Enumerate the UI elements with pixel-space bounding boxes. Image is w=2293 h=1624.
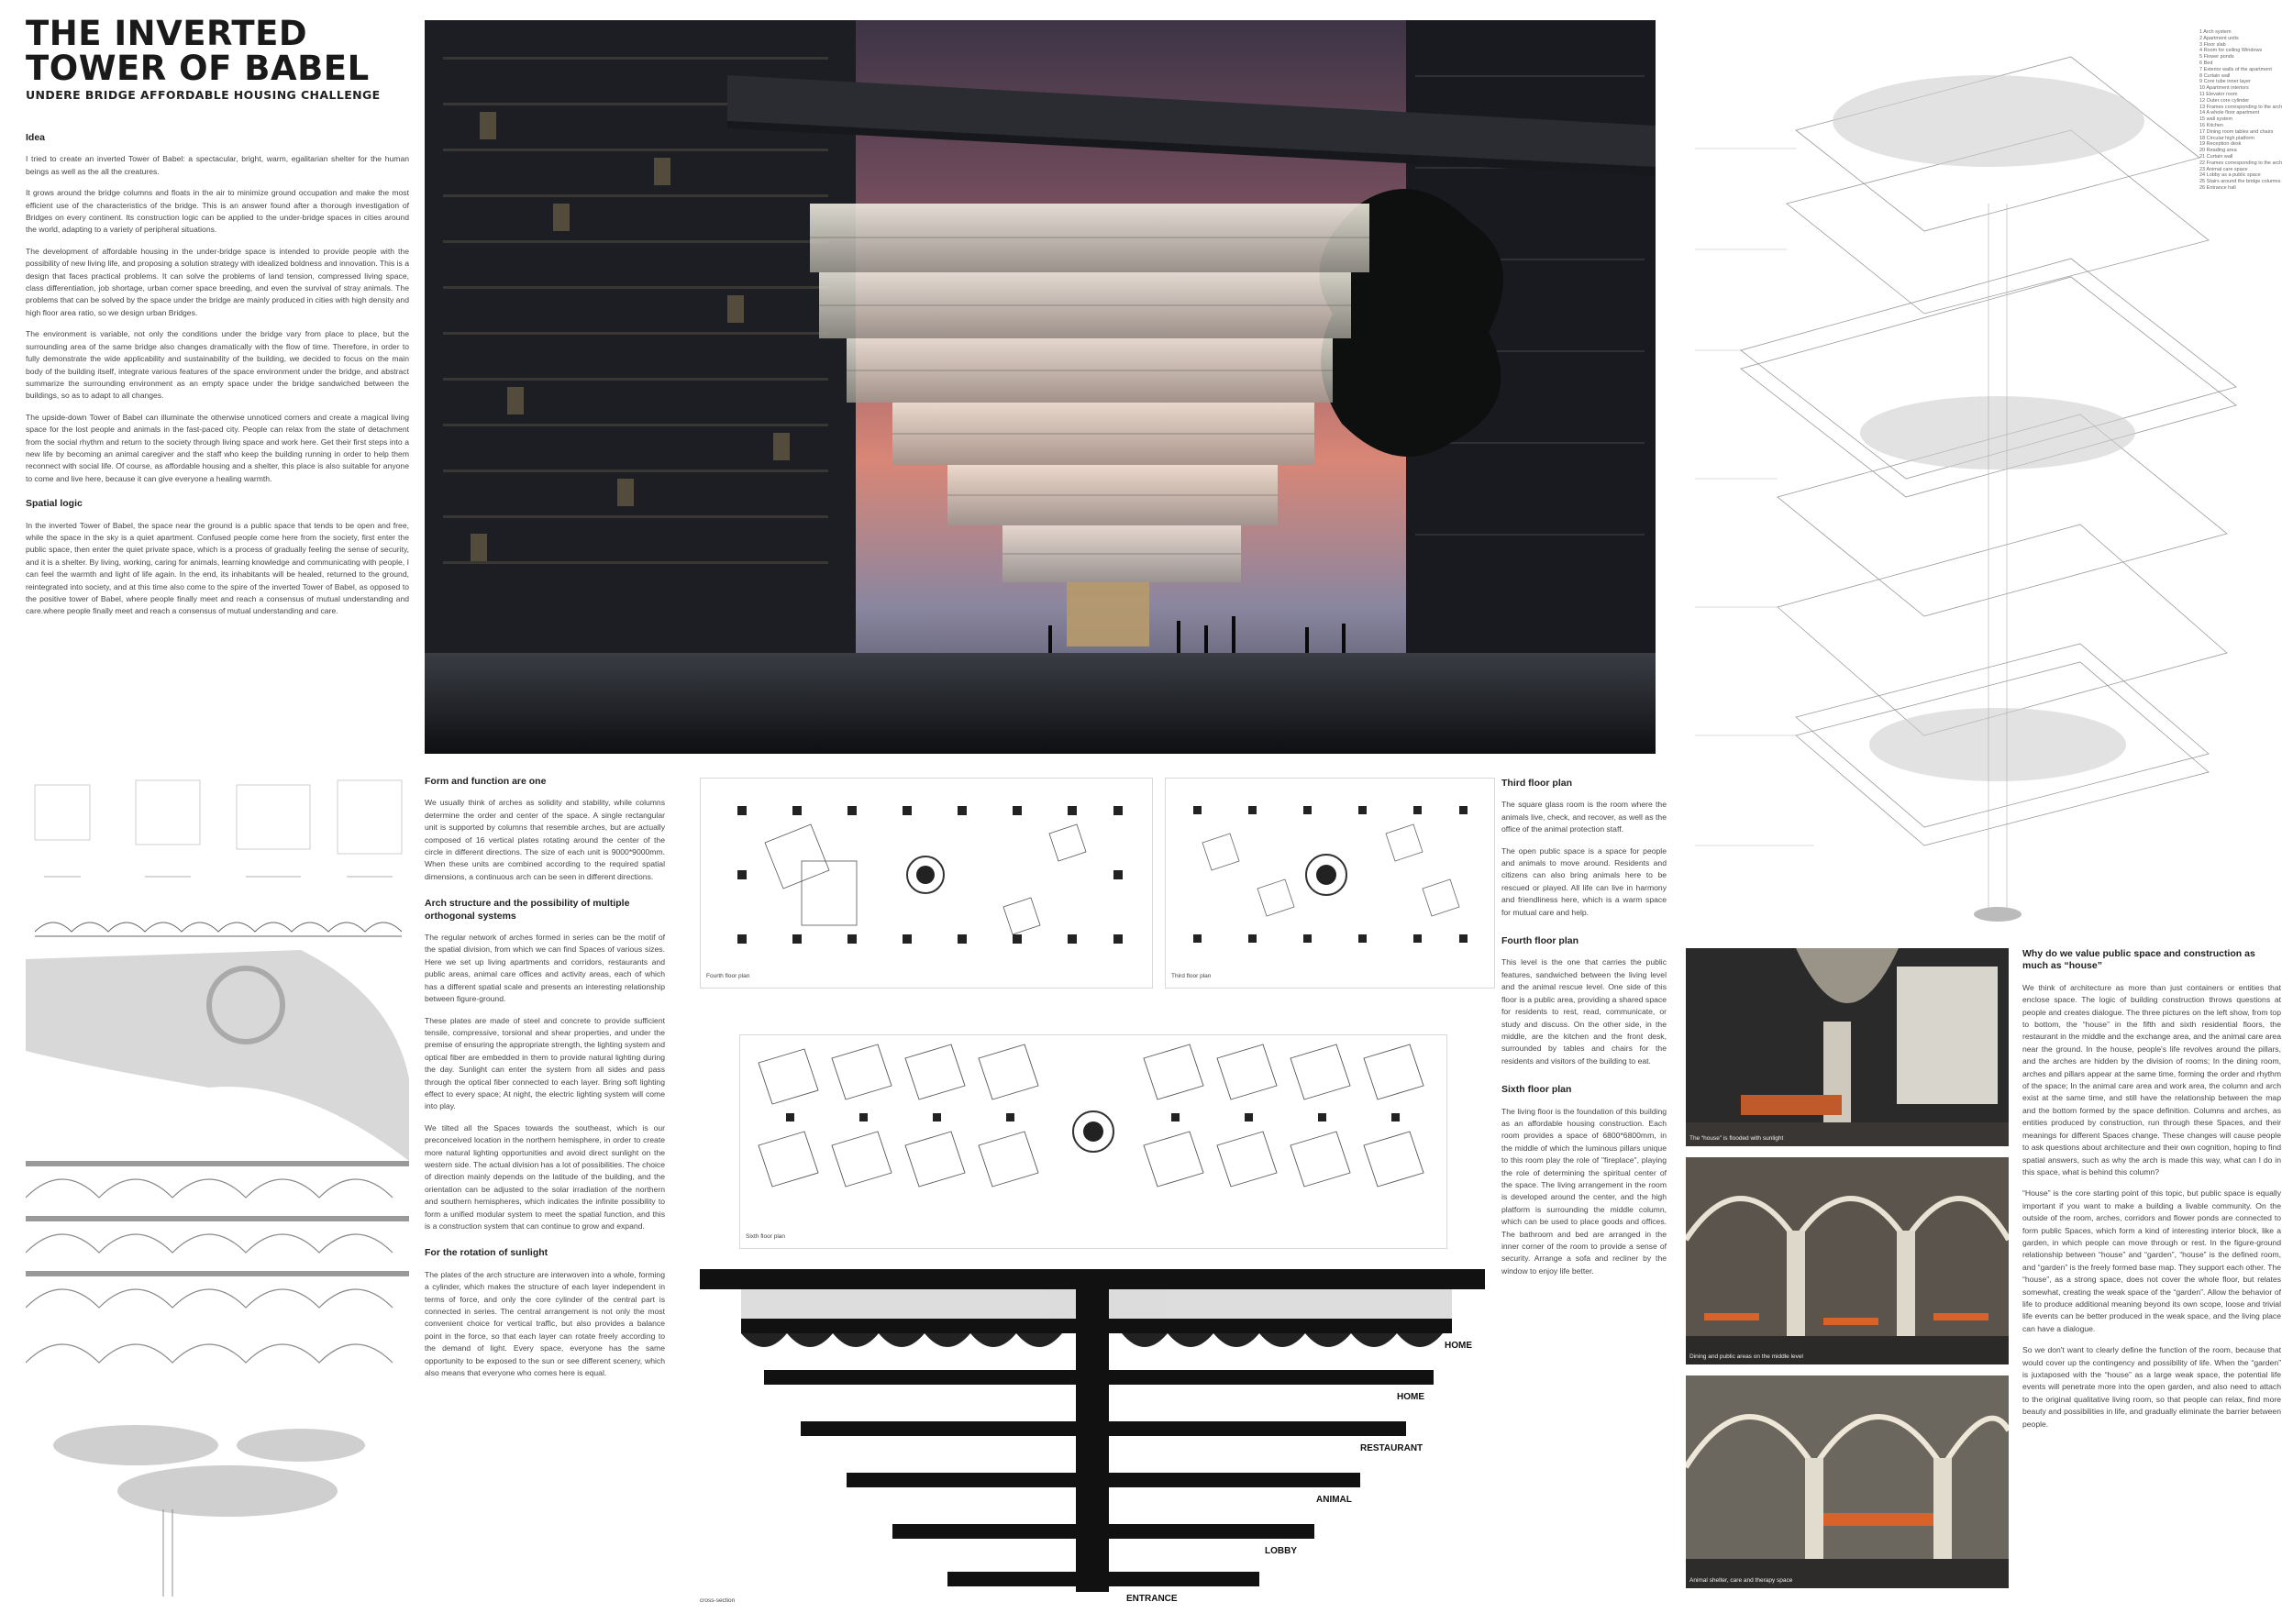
- poster-title: [26, 14, 429, 88]
- house-interior-illustration: [1686, 948, 2009, 1146]
- exploded-axonometric: [1686, 20, 2291, 937]
- idea-heading: Idea: [26, 132, 46, 143]
- why-paragraph: So we don't want to clearly define the function of the room, because that would cover up the contingency and possibility of life. When the “garden” is juxtaposed with the “house” as a large weak space, the potential life events will penetrate more into the open garden, and also need to attach to the original qualitative living room, so that people can relax, find more beauty and possibilities in life, and gradually eliminate the barrier between people.: [2022, 1345, 2281, 1429]
- cross-section-drawing: [700, 1269, 1485, 1592]
- dining-interior-illustration: [1686, 1157, 2009, 1364]
- why-heading: Why do we value public space and construction as much as “house”: [2022, 948, 2255, 972]
- dining-interior-render: [1686, 1157, 2009, 1364]
- idea-paragraph: The upside-down Tower of Babel can illuminate the otherwise unnoticed corners and create a magical living space for the lost people and animals in the fast-paced city. People can relax from the state of detachment from the social rhythm and return to the society through living space and work here. Get their first steps into a new life by becoming an animal caregiver and the staff who keep the building running in order to help them reconnect with social life. Of course, as affordable housing and a shelter, this place is also suitable for anyone to come and live here, because it can give everyone a healing warmth.: [26, 412, 409, 483]
- sixth-floor-paragraph: The living floor is the foundation of this building as an affordable housing construction. Each room provides a space of 6800*6800mm, in the middle of which the luminous pillars unique to this room play the role of "fireplace", playing the role of determining the spiritual center of the space. The living arrangement in the room is developed around the center, and the high platform is surrounding the middle column, which can be used to place goods and offices. The bathroom and bed are arranged in the inner corner of the room to provide a sense of security. Arrange a sofa and recliner by the window to enjoy life better.: [1501, 1106, 1667, 1276]
- fourth-floor-plan-drawing: [701, 779, 1152, 971]
- house-caption: The “house” is flooded with sunlight: [1689, 1135, 1784, 1142]
- axonometric-legend: 1 Arch system 2 Apartment units 3 Floor slab 4 Room for ceiling Windows 5 Flower ponds 6 Bed 7 Exterior walls of the apartment 8 Curtain wall 9 Core tube inner layer 10 Apartment interiors 11 Elevator room 12 Outer core cylinder 13 Frames corresponding to the arch 14 A whole floor apartment 15 wall system 16 Kitchen 17 Dining room tables and chairs 18 Circular high platform 19 Reception desk 20 Reading area 21 Curtain wall 22 Frames corresponding to the arch 23 Animal care space 24 Lobby as a public space 25 Stairs around the bridge columns 26 Entrance hall: [2199, 29, 2283, 191]
- idea-section: [26, 132, 409, 627]
- fourth-floor-heading: Fourth floor plan: [1501, 935, 1579, 947]
- floor-descriptions: [1501, 778, 1667, 1287]
- sixth-floor-plan: [739, 1034, 1447, 1249]
- title-line-1: THE INVERTED: [26, 14, 308, 53]
- dining-caption: Dining and public areas on the middle level: [1689, 1353, 1803, 1360]
- third-floor-plan-drawing: [1166, 779, 1494, 971]
- section-label-lobby: LOBBY: [1265, 1546, 1297, 1556]
- section-label-entrance: ENTRANCE: [1126, 1594, 1178, 1604]
- third-floor-paragraph: The open public space is a space for people and animals to move around. Residents and citizens can also bring animals here to be rescued or played. All life can live in harmony and friendliness here, which is a warm space for mutual care and help.: [1501, 845, 1667, 917]
- arch-paragraph: The regular network of arches formed in series can be the motif of the spatial division, from which we can find Spaces of various sizes. Here we set up living apartments and corridors, restaurants and public areas, animal care offices and activity areas, each of which has a different spatial scale and presents an interesting relationship between figure-ground.: [425, 933, 665, 1004]
- spatial-logic-paragraph: In the inverted Tower of Babel, the space near the ground is a public space that tends to be open and free, while the space in the sky is a quiet apartment. Confused people come here from the society, first enter the public space, then enter the quiet private space, which is a process of gradually feeling the sense of security, and it is a shelter. By living, working, caring for animals, learning knowledge and communicating with people, I can feel the warmth and light of life again. In the end, its inhabitants will be healed, returned to the ground, reintegrated into society, and at this time also come to the spire of the inverted Tower of Babel, as opposed to the positive tower of Babel, where people finally meet and reach a consensus of mutual understanding and care.where people finally meet and reach a consensus of mutual understanding and care.: [26, 520, 409, 616]
- third-floor-paragraph: The square glass room is the room where the animals live, check, and recover, as well as the office of the animal protection staff.: [1501, 800, 1667, 834]
- fourth-floor-plan-label: Fourth floor plan: [706, 973, 750, 979]
- section-label-restaurant: RESTAURANT: [1360, 1443, 1423, 1453]
- animal-caption: Animal shelter, care and therapy space: [1689, 1577, 1793, 1584]
- animal-area-render: [1686, 1375, 2009, 1588]
- spatial-logic-heading: Spatial logic: [26, 498, 83, 510]
- arch-heading: Arch structure and the possibility of multiple orthogonal systems: [425, 898, 630, 922]
- arch-paragraph: These plates are made of steel and concrete to provide sufficient tensile, compressive, torsional and shear properties, and under the premise of ensuring the appropriate strength, the lighting system and optical fiber are embedded in them to provide natural lighting during the day. Sunlight can enter the system from all sides and pass through the optical fiber connected to each layer. Bring soft lighting effect to every space; At night, the electric lighting system will come into play.: [425, 1015, 665, 1111]
- poster-subtitle: UNDERE BRIDGE AFFORDABLE HOUSING CHALLENGE: [26, 88, 381, 102]
- form-paragraph: We usually think of arches as solidity and stability, while columns determine the order and center of the space. A single rectangular unit is supported by columns that resemble arches, but are actually composed of 16 vertical plates rotating around the center of the circle in different directions. The size of each unit is 9000*9000mm. When these units are combined according to the required spatial dimensions, a continuous arch can be seen in different directions.: [425, 798, 665, 881]
- sixth-floor-plan-label: Sixth floor plan: [746, 1233, 785, 1240]
- sixth-floor-plan-drawing: [740, 1035, 1446, 1232]
- hero-render: [425, 20, 1656, 754]
- fourth-floor-plan: [700, 778, 1153, 989]
- arch-diagrams: [26, 776, 409, 1606]
- section-label-animal: ANIMAL: [1316, 1495, 1352, 1505]
- house-interior-render: [1686, 948, 2009, 1146]
- cross-section-label: cross-section: [700, 1597, 736, 1604]
- idea-paragraph: The development of affordable housing in the under-bridge space is intended to provide people with the possibility of new living life, and proposing a solution strategy with idealized boldness and innovation. This is a design that faces practical problems. It can solve the problems of land tension, compressed living space, class differentiation, job shortage, urban corner space breeding, and even the survival of stray animals. The problems that can be solved by the space under the bridge are mainly produced in cities with high density and high floor area ratio, so we design urban Bridges.: [26, 246, 409, 317]
- section-label-home: HOME: [1397, 1392, 1424, 1402]
- public-space-text: [2022, 948, 2281, 1440]
- idea-paragraph: I tried to create an inverted Tower of Babel: a spectacular, bright, warm, egalitarian shelter for the human beings as well as the all the creatures.: [26, 154, 409, 176]
- hero-render-illustration: [425, 20, 1656, 754]
- idea-paragraph: The environment is variable, not only the conditions under the bridge vary from place to place, but the surrounding area of the same bridge also changes dramatically with the flow of time. Therefore, in order to fully demonstrate the wide applicability and sustainability of the building, we decided to focus on the main body of the building itself, integrate various features of the space environment under the bridge, and abstract summarize the surrounding environment as an empty space under the bridge sandwiched between the buildings, so as to adapt to all changes.: [26, 329, 409, 401]
- sixth-floor-heading: Sixth floor plan: [1501, 1084, 1572, 1096]
- third-floor-plan-label: Third floor plan: [1171, 973, 1212, 979]
- section-label-home: HOME: [1445, 1341, 1472, 1351]
- third-floor-heading: Third floor plan: [1501, 778, 1572, 789]
- why-paragraph: We think of architecture as more than just containers or entities that enclose space. The logic of building construction throws questions at people and creates dialogue. The three pictures on the left show, from top to bottom, the “house” in the fifth and sixth residential floors, the restaurant in the middle and the exchange area, and the animal care area near the ground. In the house, people's life revolves around the pillars, and the arches are hidden by the division of rooms; In the dining room, arches and pillars appear at the same time, forming the order and rhythm of the space; In the animal care area and work area, the column and arch exist at the same time, and still have the relationship between the map and the bottom formed by the space definition. Columns and arches, as entities produced by construction, run through these Spaces, and their meanings for different Spaces change. These changes will cause people to ask questions about architecture and their own cognition, hoping to find spatial answers, such as why the arch is made this way, what can I do in this space, what is behind this column?: [2022, 982, 2281, 1177]
- cross-section: [700, 1269, 1485, 1608]
- arch-diagram-illustration: [26, 776, 409, 1606]
- why-paragraph: “House” is the core starting point of this topic, but public space is equally important if you want to make a building a livable community. On the outside of the room, arches, corridors and flower ponds are connected to form public Spaces, which form a kind of interesting interior block, like a garden, in which people can move through or rest. In the figure-ground relationship between “house” and “garden”, “house” is the defined room, and “garden” is the freely formed base map. They support each other. The “house”, as a strong space, does not cover the whole floor, but relates somewhat, creating the weak space of the “garden”. Allow the behavior of life to produce additional meaning beyond its own scope, loose and trivial life events can be better produced in the weak space, and the living place can have a dialogue.: [2022, 1188, 2281, 1333]
- title-line-2: TOWER OF BABEL: [26, 49, 370, 88]
- idea-paragraph: It grows around the bridge columns and floats in the air to minimize ground occupation and make the most efficient use of the characteristics of the bridge. This is an answer found after a thorough investigation of Bridges on every continent. Its construction logic can be applied to the under-bridge spaces in cities around the world, adapting to a variety of peripheral situations.: [26, 188, 409, 235]
- third-floor-plan: [1165, 778, 1495, 989]
- rotation-heading: For the rotation of sunlight: [425, 1247, 548, 1259]
- form-heading: Form and function are one: [425, 776, 547, 787]
- animal-area-illustration: [1686, 1375, 2009, 1588]
- construction-text: [425, 776, 665, 1388]
- fourth-floor-paragraph: This level is the one that carries the public features, sandwiched between the living level and the animal rescue level. One side of this floor is a public area, providing a shared space for residents to rest, read, communicate, or study and discuss. On the other side, in the middle, are the kitchen and the front desk, surrounded by tables and chairs for the residents and visitors of the building to eat.: [1501, 957, 1667, 1066]
- arch-paragraph: We tilted all the Spaces towards the southeast, which is our preconceived location in the northern hemisphere, in order to create more natural lighting opportunities and avoid direct sunlight on the western side. The actual division has a lot of possibilities. The choice of direction mainly depends on the latitude of the building, and the orientation can be adjusted to the solar irradiation of the northern and southern hemispheres, which indicates the infinite possibility to form a unified modular system to meet the spatial function, and this is a construction system that can continue to grow and expand.: [425, 1122, 665, 1231]
- rotation-paragraph: The plates of the arch structure are interwoven into a whole, forming a cylinder, which makes the structure of each layer independent in terms of force, and only the core cylinder of the central part is connected in series. The central arrangement is not only the most convenient choice for vertical traffic, but also provides a balance point in the force, so that each layer can rotate freely according to the demand of light. Every space, everyone has the same opportunity to be exposed to the sun or see different scenery, which also means that everyone who comes here is equal.: [425, 1269, 665, 1378]
